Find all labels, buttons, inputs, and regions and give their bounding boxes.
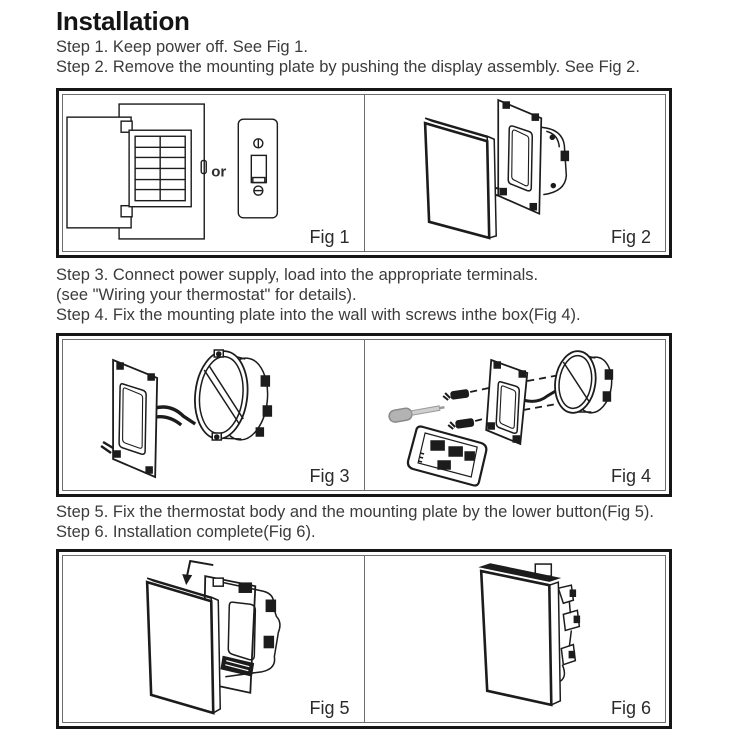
screwdriver xyxy=(388,402,445,424)
display-front xyxy=(147,582,213,713)
round-wall-box xyxy=(191,349,272,443)
fig1-label: Fig 1 xyxy=(309,227,350,247)
light-switch xyxy=(238,119,277,218)
round-wall-box xyxy=(551,349,615,416)
step-6-text: Step 6. Installation complete(Fig 6). xyxy=(56,523,316,541)
figure-box-2-inner xyxy=(62,339,666,491)
figure-fig2 xyxy=(364,95,666,251)
terminal-base xyxy=(407,427,485,486)
figure-fig5 xyxy=(63,556,364,722)
figure-fig3 xyxy=(63,340,364,490)
figure-fig4 xyxy=(364,340,666,490)
step-2-text: Step 2. Remove the mounting plate by pushing the display assembly. See Fig 2. xyxy=(56,58,640,76)
fig2-label: Fig 2 xyxy=(610,227,651,247)
display-front xyxy=(481,571,551,705)
step-5-text: Step 5. Fix the thermostat body and the mounting plate by the lower button(Fig 5). xyxy=(56,503,655,521)
fig3-label: Fig 3 xyxy=(309,466,350,486)
fig4-label: Fig 4 xyxy=(610,466,651,486)
page-title: Installation xyxy=(56,6,190,36)
figure-box-2 xyxy=(56,333,672,497)
figure-fig1 xyxy=(63,95,364,251)
step-3-note-text: (see "Wiring your thermostat" for details). xyxy=(56,286,357,304)
fig6-label: Fig 6 xyxy=(610,698,651,718)
or-label: or xyxy=(211,163,227,181)
step-4-text: Step 4. Fix the mounting plate into the wall with screws inthe box(Fig 4). xyxy=(56,306,581,324)
figure-fig6 xyxy=(364,556,666,722)
figure-box-1-inner xyxy=(62,94,666,252)
figure-box-1 xyxy=(56,88,672,258)
figure-box-3 xyxy=(56,549,672,729)
step-3-text: Step 3. Connect power supply, load into the appropriate terminals. xyxy=(56,266,539,284)
display-front xyxy=(425,123,489,238)
fig5-label: Fig 5 xyxy=(309,698,350,718)
figure-box-3-inner xyxy=(62,555,666,723)
step-1-text: Step 1. Keep power off. See Fig 1. xyxy=(56,38,308,56)
